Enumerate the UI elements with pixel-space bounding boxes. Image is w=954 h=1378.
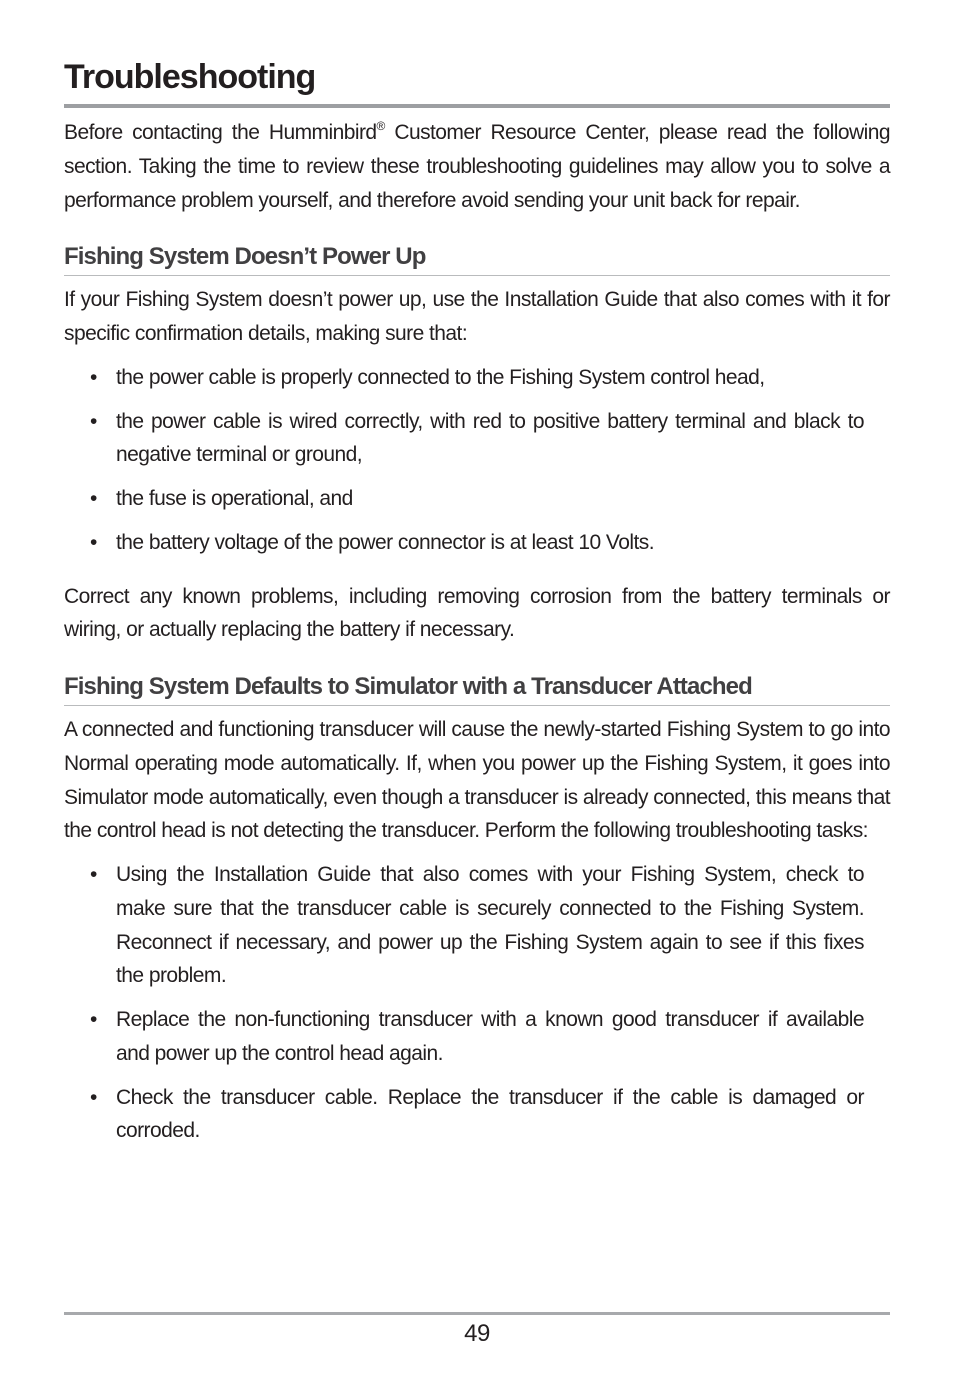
section-power-up-intro: If your Fishing System doesn’t power up, use the Installation Guide that also comes with it for specific confirmation details, making sure that:: [64, 288, 890, 345]
list-item-text: the power cable is properly connected to the Fishing System control head,: [116, 365, 765, 389]
title-divider: [64, 104, 890, 108]
list-item: [90, 405, 864, 473]
registered-mark: ®: [376, 119, 385, 133]
bullet-icon: •: [90, 1008, 97, 1031]
bullet-icon: •: [90, 409, 97, 433]
intro-paragraph: [64, 116, 890, 217]
footer-divider: [64, 1312, 890, 1315]
list-item: [90, 1081, 864, 1149]
intro-text-end: Customer Resource Center, please read the following section. Taking the time to review these troubleshooting guidelines may allow you to solve a performance problem yourself, and therefore avoid sending your unit back for repair.: [64, 121, 890, 212]
power-up-checklist: [64, 361, 890, 560]
list-item-text: Check the transducer cable. Replace the transducer if the cable is damaged or corroded.: [116, 1085, 864, 1143]
section-simulator-intro: A connected and functioning transducer will cause the newly-started Fishing System to go into Normal operating mode automatically. If, when you power up the Fishing System, it goes into Simulator mode automatically, even though a transducer is already connected, this means that the control head is not detecting the transducer. Perform the following troubleshooting tasks:: [64, 718, 890, 843]
manual-page: [64, 52, 890, 1148]
list-item-text: the battery voltage of the power connector is at least 10 Volts.: [116, 530, 654, 554]
page-title: Troubleshooting: [64, 58, 316, 96]
list-item-text: the fuse is operational, and: [116, 487, 353, 510]
page-number: 49: [464, 1320, 490, 1347]
list-item: [90, 858, 864, 993]
simulator-task-list: [64, 858, 890, 1148]
section-power-up-closing: Correct any known problems, including removing corrosion from the battery terminals or wiring, or actually replacing the battery if necessary.: [64, 584, 890, 642]
list-item-text: the power cable is wired correctly, with red to positive battery terminal and black to negative terminal or ground,: [116, 409, 864, 467]
list-item: [90, 526, 864, 560]
list-item: [90, 361, 864, 395]
bullet-icon: •: [90, 1085, 97, 1109]
bullet-icon: •: [90, 487, 97, 510]
bullet-icon: •: [90, 530, 97, 554]
list-item-text: Using the Installation Guide that also comes with your Fishing System, check to make sure that the transducer cable is securely connected to the Fishing System. Reconnect if necessary, and power up the Fishing System again to see if this fixes the problem.: [116, 863, 864, 988]
list-item: [90, 1003, 864, 1071]
section-heading-power-up: Fishing System Doesn’t Power Up: [64, 241, 890, 276]
section-heading-simulator: Fishing System Defaults to Simulator with a Transducer Attached: [64, 671, 890, 706]
bullet-icon: •: [90, 365, 97, 389]
list-item-text: Replace the non-functioning transducer with a known good transducer if available and power up the control head again.: [116, 1008, 864, 1065]
list-item: [90, 482, 864, 516]
intro-text-start: Before contacting the Humminbird: [64, 121, 377, 144]
bullet-icon: •: [90, 863, 97, 886]
